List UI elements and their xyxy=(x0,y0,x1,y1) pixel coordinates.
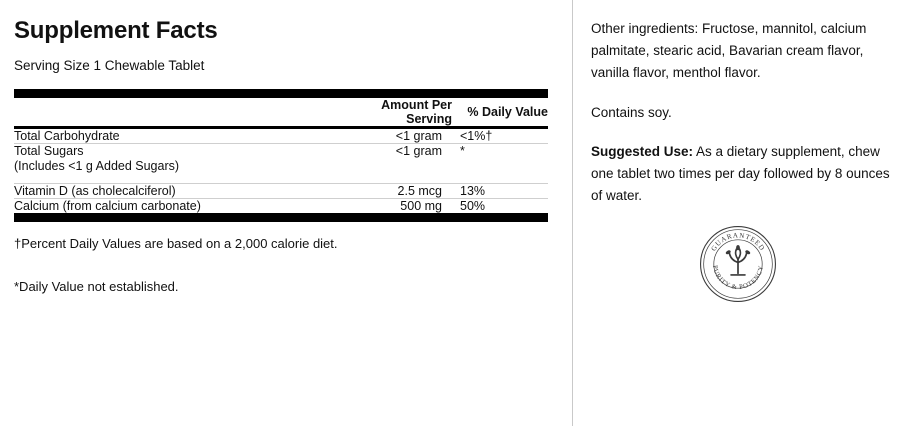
nutrient-daily-value: 13% xyxy=(460,184,486,199)
subrow-blank-dv xyxy=(442,158,548,183)
nutrition-table xyxy=(14,98,548,127)
header-amount-per-serving xyxy=(356,98,452,127)
nutrient-name: Total Carbohydrate xyxy=(14,129,120,144)
nutrient-daily-value: 50% xyxy=(460,199,486,214)
subrow-blank-amount xyxy=(346,158,442,183)
divider-thick-bottom xyxy=(14,213,548,222)
svg-text:GUARANTEED: GUARANTEED xyxy=(709,231,767,253)
table-row xyxy=(14,184,548,198)
nutrition-rows xyxy=(14,129,548,143)
nutrient-name: Vitamin D (as cholecalciferol) xyxy=(14,184,176,199)
nutrient-amount: <1 gram xyxy=(395,144,442,159)
nutrition-rows-4 xyxy=(14,199,548,213)
header-blank xyxy=(14,98,356,127)
suggested-use-text: As a dietary supplement, chew one tablet two times per day followed by 8 ounces of water. xyxy=(591,144,890,204)
nutrient-amount: <1 gram xyxy=(395,129,442,144)
footnote-daily-values: †Percent Daily Values are based on a 2,000 calorie diet. xyxy=(14,236,338,252)
nutrient-name: Total Sugars xyxy=(14,144,84,159)
other-ingredients: Other ingredients: Fructose, mannitol, calcium palmitate, stearic acid, Bavarian cream flavor, vanilla flavor, menthol flavor. xyxy=(591,21,867,80)
page-title: Supplement Facts xyxy=(14,17,218,44)
nutrition-rows-2 xyxy=(14,144,548,183)
header-amount-line2: Serving xyxy=(406,111,452,126)
suggested-use-label: Suggested Use: xyxy=(591,144,694,160)
guarantee-seal xyxy=(699,225,901,303)
serving-size: Serving Size 1 Chewable Tablet xyxy=(14,58,205,74)
nutrient-daily-value: <1%† xyxy=(460,129,493,144)
divider-thick-top xyxy=(14,89,548,98)
ingredients-panel xyxy=(573,0,911,426)
nutrient-subnote: (Includes <1 g Added Sugars) xyxy=(14,159,180,174)
nutrient-daily-value: * xyxy=(460,144,465,159)
suggested-use xyxy=(591,141,901,207)
contains-statement: Contains soy. xyxy=(591,104,672,120)
table-row xyxy=(14,129,548,143)
footnote-not-established: *Daily Value not established. xyxy=(14,279,179,295)
supplement-facts-box xyxy=(14,18,548,296)
header-amount-line1: Amount Per xyxy=(381,97,452,112)
nutrient-amount: 2.5 mcg xyxy=(397,184,442,199)
tree-seal-icon xyxy=(699,225,777,303)
table-row xyxy=(14,144,548,158)
table-subrow xyxy=(14,158,548,183)
nutrition-rows-3 xyxy=(14,184,548,198)
nutrient-amount: 500 mg xyxy=(400,199,442,214)
table-row xyxy=(14,199,548,213)
header-daily-value: % Daily Value xyxy=(467,104,548,119)
svg-text:PURITY & POTENCY: PURITY & POTENCY xyxy=(711,264,766,292)
nutrient-name: Calcium (from calcium carbonate) xyxy=(14,199,201,214)
table-header-row xyxy=(14,98,548,127)
